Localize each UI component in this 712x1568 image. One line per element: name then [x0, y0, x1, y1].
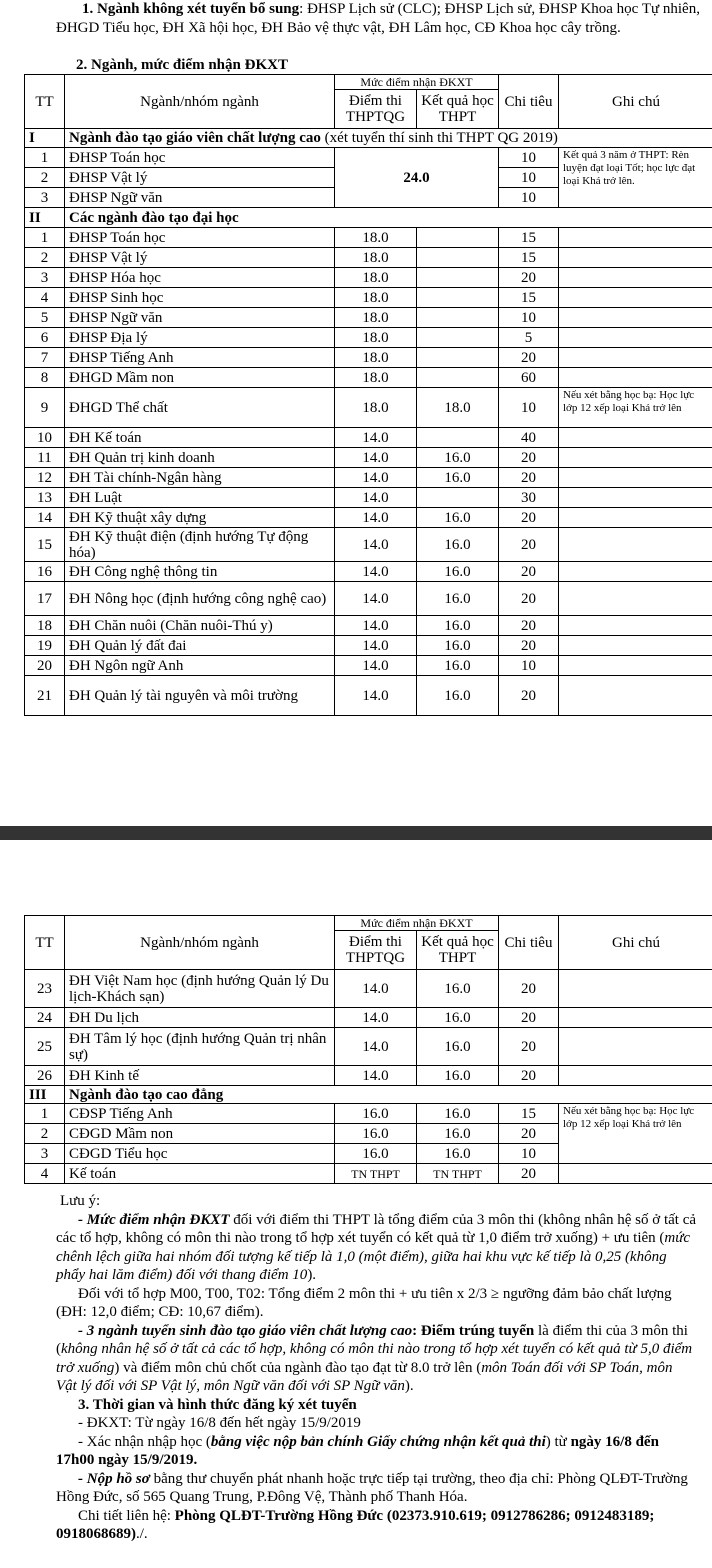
note-cell	[559, 676, 712, 716]
table-row	[25, 448, 712, 468]
table-row	[25, 308, 712, 328]
row-number: 21	[25, 676, 65, 716]
row-number: 15	[25, 528, 65, 562]
score-hocba: 16.0	[417, 676, 499, 716]
major-name: ĐH Ngôn ngữ Anh	[65, 656, 335, 676]
major-name: ĐHGD Thể chất	[65, 388, 335, 428]
note-cell	[559, 248, 712, 268]
quota: 20	[499, 1066, 559, 1086]
table-row	[25, 428, 712, 448]
score-thpt: 14.0	[335, 582, 417, 616]
quota: 40	[499, 428, 559, 448]
table-row	[25, 636, 712, 656]
table-row	[25, 508, 712, 528]
note-cell	[559, 528, 712, 562]
score-hocba: 16.0	[417, 1124, 499, 1144]
note-1: - Mức điểm nhận ĐKXT đối với điểm thi THPT là tổng điểm của 3 môn thi (không nhân hệ số ở tất cả các tổ hợp, không có môn thi nào trong tổ hợp xét tuyển có kết quả từ 1,0 điểm trở xuống) + ưu tiên (mức chênh lệch giữa hai nhóm đối tượng kế tiếp là 1,0 (một điểm), giữa hai khu vực kế tiếp là 0,25 (không phẩy hai lăm điểm) đối với thang điểm 10).	[56, 1211, 697, 1283]
quota: 20	[499, 1028, 559, 1066]
note-3: - 3 ngành tuyển sinh đào tạo giáo viên chất lượng cao: Điểm trúng tuyển là điểm thi của 3 môn thi (không nhân hệ số ở tất cả các tổ hợp, không có môn thi nào trong tổ hợp xét tuyển có kết quả từ 5,0 điểm trở xuống) và điểm môn chủ chốt của ngành đào tạo đạt từ 8.0 trở lên (môn Toán đối với SP Toán, môn Vật lý đối với SP Vật lý, môn Ngữ văn đối với SP Ngữ văn).	[56, 1322, 693, 1394]
score-thpt: 14.0	[335, 508, 417, 528]
xac-nhan-line: - Xác nhận nhập học (bằng việc nộp bản chính Giấy chứng nhận kết quả thi) từ ngày 16/8 đến 17h00 ngày 15/9/2019.	[56, 1433, 659, 1468]
table-row	[25, 676, 712, 716]
score-thpt: 14.0	[335, 970, 417, 1008]
major-name: ĐHSP Sinh học	[65, 288, 335, 308]
score-thpt: 16.0	[335, 1144, 417, 1164]
header-muc-diem: Mức điểm nhận ĐKXT	[335, 75, 499, 90]
quota: 10	[499, 1144, 559, 1164]
note-cell: Nếu xét bằng học bạ: Học lực lớp 12 xếp loại Khá trở lên	[559, 388, 712, 428]
table-row: 3 ĐHSP Ngữ văn 10	[25, 188, 712, 208]
quota: 20	[499, 348, 559, 368]
quota: 20	[499, 970, 559, 1008]
score-thpt: 14.0	[335, 1066, 417, 1086]
row-number: 7	[25, 348, 65, 368]
table-row: 2 ĐHSP Vật lý 10	[25, 168, 712, 188]
quota: 15	[499, 248, 559, 268]
row-number: 8	[25, 368, 65, 388]
intro-paragraph	[56, 0, 706, 38]
notes-block	[56, 1192, 696, 1544]
major-name: ĐH Quản trị kinh doanh	[65, 448, 335, 468]
score-thpt: 18.0	[335, 228, 417, 248]
score-hocba: 16.0	[417, 1008, 499, 1028]
note-cell	[559, 428, 712, 448]
row-number: 9	[25, 388, 65, 428]
row-number: 16	[25, 562, 65, 582]
table-row	[25, 288, 712, 308]
quota: 20	[499, 676, 559, 716]
major-name: ĐH Kế toán	[65, 428, 335, 448]
major-name: ĐHSP Ngữ văn	[65, 308, 335, 328]
score-hocba	[417, 368, 499, 388]
table-header	[25, 75, 712, 129]
row-number: 6	[25, 328, 65, 348]
row-number: 11	[25, 448, 65, 468]
quota: 20	[499, 562, 559, 582]
score-hocba: 16.0	[417, 1144, 499, 1164]
note-cell	[559, 468, 712, 488]
note-cell	[559, 328, 712, 348]
major-name: ĐH Du lịch	[65, 1008, 335, 1028]
major-name: ĐH Công nghệ thông tin	[65, 562, 335, 582]
major-name: ĐH Luật	[65, 488, 335, 508]
table-row	[25, 248, 712, 268]
score-thpt: 14.0	[335, 1028, 417, 1066]
quota: 15	[499, 228, 559, 248]
table-row	[25, 1008, 712, 1028]
score-hocba: 16.0	[417, 970, 499, 1008]
table-row	[25, 582, 712, 616]
row-number: 10	[25, 428, 65, 448]
score-thpt: 14.0	[335, 448, 417, 468]
row-number: 26	[25, 1066, 65, 1086]
major-name: ĐH Kinh tế	[65, 1066, 335, 1086]
score-hocba	[417, 248, 499, 268]
major-name: ĐH Kỹ thuật xây dựng	[65, 508, 335, 528]
section-number: II	[25, 208, 65, 228]
score-cell: 24.0	[335, 148, 499, 208]
section-3-title: 3. Thời gian và hình thức đăng ký xét tuyển	[78, 1396, 357, 1413]
note-cell	[559, 1008, 712, 1028]
quota: 20	[499, 508, 559, 528]
section-2-title: 2. Ngành, mức điểm nhận ĐKXT	[76, 57, 288, 73]
score-thpt: 14.0	[335, 428, 417, 448]
row-number: 2	[25, 1124, 65, 1144]
quota: 10	[499, 656, 559, 676]
row-number: 13	[25, 488, 65, 508]
contact-line: Chi tiết liên hệ: Phòng QLĐT-Trường Hồng Đức (02373.910.619; 0912786286; 0912483189; 0918068689)./.	[56, 1507, 655, 1542]
table-row	[25, 228, 712, 248]
major-name: ĐHSP Địa lý	[65, 328, 335, 348]
row-number: 19	[25, 636, 65, 656]
major-name: ĐH Việt Nam học (định hướng Quản lý Du lịch-Khách sạn)	[65, 970, 335, 1008]
major-name: ĐH Quản lý tài nguyên và môi trường	[65, 676, 335, 716]
score-thpt: 16.0	[335, 1124, 417, 1144]
row-number: 23	[25, 970, 65, 1008]
quota: 15	[499, 1104, 559, 1124]
row-number: 4	[25, 1164, 65, 1184]
major-name: ĐHSP Hóa học	[65, 268, 335, 288]
quota: 20	[499, 582, 559, 616]
score-hocba: 16.0	[417, 448, 499, 468]
note-cell	[559, 636, 712, 656]
table-row	[25, 268, 712, 288]
row-number: 24	[25, 1008, 65, 1028]
table-row	[25, 468, 712, 488]
row-number: 5	[25, 308, 65, 328]
admission-table-page2	[24, 915, 712, 1184]
nop-ho-so-line: - Nộp hồ sơ bằng thư chuyển phát nhanh hoặc trực tiếp tại trường, theo địa chỉ: Phòng QLĐT-Trường Hồng Đức, số 565 Quang Trung, P.Đông Vệ, Thành phố Thanh Hóa.	[56, 1470, 688, 1505]
score-hocba	[417, 488, 499, 508]
score-hocba	[417, 428, 499, 448]
score-thpt: 14.0	[335, 562, 417, 582]
quota: 60	[499, 368, 559, 388]
row-number: 20	[25, 656, 65, 676]
table-header: TT Ngành/nhóm ngành Mức điểm nhận ĐKXT Chi tiêu Ghi chú Điểm thi THPTQG Kết quả học THPT	[25, 916, 712, 970]
header-tt: TT	[25, 75, 65, 129]
row-number: 2	[25, 248, 65, 268]
header-ket-qua: Kết quả học THPT	[417, 90, 499, 129]
row-number: 25	[25, 1028, 65, 1066]
table-row	[25, 562, 712, 582]
major-name: CĐSP Tiếng Anh	[65, 1104, 335, 1124]
score-hocba: 16.0	[417, 656, 499, 676]
major-name: ĐHSP Tiếng Anh	[65, 348, 335, 368]
table-row	[25, 328, 712, 348]
note-cell	[559, 508, 712, 528]
note-cell	[559, 228, 712, 248]
score-thpt: 18.0	[335, 348, 417, 368]
score-thpt: 14.0	[335, 616, 417, 636]
score-hocba: 16.0	[417, 1104, 499, 1124]
note-cell	[559, 308, 712, 328]
row-number: 17	[25, 582, 65, 616]
quota: 20	[499, 616, 559, 636]
score-hocba: TN THPT	[417, 1164, 499, 1184]
note-cell	[559, 1028, 712, 1066]
note-cell	[559, 268, 712, 288]
section-row	[25, 208, 712, 228]
quota: 10	[499, 308, 559, 328]
row-number: 3	[25, 1144, 65, 1164]
table-row	[25, 1164, 712, 1184]
header-diem-thi: Điểm thi THPTQG	[335, 90, 417, 129]
score-hocba: 16.0	[417, 468, 499, 488]
score-thpt: 18.0	[335, 368, 417, 388]
note-cell	[559, 488, 712, 508]
table-row	[25, 1028, 712, 1066]
note-cell	[559, 368, 712, 388]
major-name: ĐH Tài chính-Ngân hàng	[65, 468, 335, 488]
page-separator	[0, 826, 712, 840]
luu-y-label: Lưu ý:	[60, 1193, 101, 1209]
score-hocba: 16.0	[417, 1028, 499, 1066]
table-row	[25, 348, 712, 368]
row-number: 14	[25, 508, 65, 528]
quota: 20	[499, 468, 559, 488]
note-cell: Nếu xét bằng học bạ: Học lực lớp 12 xếp loại Khá trở lên	[559, 1104, 712, 1164]
section-title: Ngành đào tạo giáo viên chất lượng cao (xét tuyển thí sinh thi THPT QG 2019)	[65, 129, 712, 148]
table-row	[25, 1066, 712, 1086]
score-hocba: 16.0	[417, 582, 499, 616]
score-hocba: 16.0	[417, 508, 499, 528]
score-hocba: 16.0	[417, 636, 499, 656]
note-cell	[559, 656, 712, 676]
quota: 20	[499, 1164, 559, 1184]
major-name: CĐGD Mầm non	[65, 1124, 335, 1144]
score-hocba	[417, 268, 499, 288]
score-hocba: 18.0	[417, 388, 499, 428]
major-name: ĐH Tâm lý học (định hướng Quản trị nhân sự)	[65, 1028, 335, 1066]
score-thpt: 14.0	[335, 488, 417, 508]
note-cell	[559, 582, 712, 616]
table-row	[25, 488, 712, 508]
note-cell	[559, 970, 712, 1008]
note-cell	[559, 616, 712, 636]
section-1-title: 1. Ngành không xét tuyển bổ sung	[82, 1, 300, 17]
score-thpt: 18.0	[335, 248, 417, 268]
row-number: 1	[25, 1104, 65, 1124]
score-thpt: 18.0	[335, 288, 417, 308]
admission-table-page1	[24, 74, 712, 716]
score-hocba: 16.0	[417, 1066, 499, 1086]
score-hocba	[417, 328, 499, 348]
score-thpt: 18.0	[335, 308, 417, 328]
quota: 20	[499, 448, 559, 468]
score-thpt: 18.0	[335, 388, 417, 428]
note-cell	[559, 288, 712, 308]
quota: 5	[499, 328, 559, 348]
table-row: 1 ĐHSP Toán học 24.0 10 Kết quả 3 năm ở THPT: Rèn luyện đạt loại Tốt; học lực đạt loại Khá trở lên.	[25, 148, 712, 168]
major-name: ĐH Kỹ thuật điện (định hướng Tự động hóa)	[65, 528, 335, 562]
section-number: III	[25, 1086, 65, 1104]
score-thpt: 18.0	[335, 328, 417, 348]
note-cell	[559, 1164, 712, 1184]
score-hocba	[417, 288, 499, 308]
table-row	[25, 368, 712, 388]
header-chi-tieu: Chi tiêu	[499, 75, 559, 129]
note-2: Đối với tổ hợp M00, T00, T02: Tổng điểm 2 môn thi + ưu tiên x 2/3 ≥ ngưỡng đảm bảo chất lượng (ĐH: 12,0 điểm; CĐ: 10,67 điểm).	[56, 1285, 672, 1320]
major-name: ĐHSP Vật lý	[65, 248, 335, 268]
quota: 20	[499, 1008, 559, 1028]
table-row	[25, 1104, 712, 1124]
section-1-text: : ĐHSP Lịch sử (CLC); ĐHSP Lịch sử, ĐHSP Khoa học Tự nhiên, ĐHGD Tiểu học, ĐH Xã hội học, ĐH Bảo vệ thực vật, ĐH Lâm học, CĐ Khoa học cây trồng.	[56, 1, 700, 36]
note-cell	[559, 448, 712, 468]
row-number: 3	[25, 268, 65, 288]
major-name: ĐHGD Mầm non	[65, 368, 335, 388]
score-hocba	[417, 348, 499, 368]
section-title: Các ngành đào tạo đại học	[65, 208, 712, 228]
quota: 20	[499, 528, 559, 562]
section-number: I	[25, 129, 65, 148]
table-row	[25, 528, 712, 562]
row-number: 4	[25, 288, 65, 308]
note-cell	[559, 1066, 712, 1086]
score-hocba: 16.0	[417, 616, 499, 636]
score-thpt: 14.0	[335, 1008, 417, 1028]
quota: 30	[499, 488, 559, 508]
table-row	[25, 616, 712, 636]
score-thpt: 16.0	[335, 1104, 417, 1124]
score-thpt: 14.0	[335, 528, 417, 562]
score-thpt: 18.0	[335, 268, 417, 288]
score-hocba: 16.0	[417, 528, 499, 562]
score-hocba: 16.0	[417, 562, 499, 582]
header-nganh: Ngành/nhóm ngành	[65, 75, 335, 129]
quota: 15	[499, 288, 559, 308]
table-row	[25, 656, 712, 676]
score-thpt: TN THPT	[335, 1164, 417, 1184]
table-body	[25, 970, 712, 1184]
section-row	[25, 1086, 712, 1104]
section-row	[25, 129, 712, 148]
quota: 20	[499, 1124, 559, 1144]
score-thpt: 14.0	[335, 468, 417, 488]
major-name: ĐH Quản lý đất đai	[65, 636, 335, 656]
page-2	[0, 840, 712, 1568]
quota: 10	[499, 388, 559, 428]
major-name: ĐH Chăn nuôi (Chăn nuôi-Thú y)	[65, 616, 335, 636]
major-name: Kế toán	[65, 1164, 335, 1184]
table-row	[25, 388, 712, 428]
score-hocba	[417, 308, 499, 328]
quota: 20	[499, 636, 559, 656]
score-hocba	[417, 228, 499, 248]
row-number: 1	[25, 228, 65, 248]
note-cell	[559, 348, 712, 368]
header-ghi-chu: Ghi chú	[559, 75, 712, 129]
dkxt-line: - ĐKXT: Từ ngày 16/8 đến hết ngày 15/9/2019	[78, 1415, 361, 1431]
table-row	[25, 970, 712, 1008]
score-thpt: 14.0	[335, 676, 417, 716]
quota: 20	[499, 268, 559, 288]
table-body	[25, 129, 712, 716]
major-name: ĐH Nông học (định hướng công nghệ cao)	[65, 582, 335, 616]
row-number: 12	[25, 468, 65, 488]
major-name: ĐHSP Toán học	[65, 228, 335, 248]
score-thpt: 14.0	[335, 656, 417, 676]
section-title: Ngành đào tạo cao đẳng	[65, 1086, 712, 1104]
note-cell: Kết quả 3 năm ở THPT: Rèn luyện đạt loại Tốt; học lực đạt loại Khá trở lên.	[559, 148, 712, 208]
score-thpt: 14.0	[335, 636, 417, 656]
note-cell	[559, 562, 712, 582]
row-number: 18	[25, 616, 65, 636]
major-name: CĐGD Tiểu học	[65, 1144, 335, 1164]
